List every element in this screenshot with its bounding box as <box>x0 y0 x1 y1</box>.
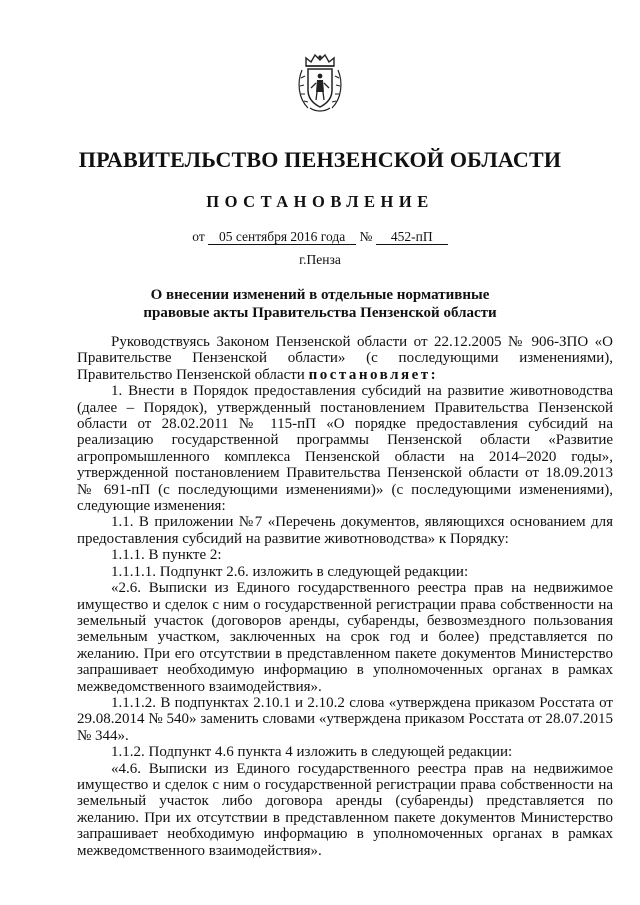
coat-of-arms-icon <box>296 52 344 114</box>
document-subject <box>120 286 520 322</box>
body-paragraph: «4.6. Выписки из Единого государственного реестра прав на недвижимое имущество и сделок с ним о государственной регистрации права собственности на земельный участок либо договора аренды (субаренды) представляется по желанию. При их отсутствии в представленном пакете документов Министерство запрашивает необходимую информацию в уполномоченных органах в рамках межведомственного взаимодействия». <box>77 760 613 859</box>
body-paragraph: 1.1.1.2. В подпунктах 2.10.1 и 2.10.2 слова «утверждена приказом Росстата от 29.08.2014 № 540» заменить словами «утверждена приказом Росстата от 28.07.2015 № 344». <box>77 694 613 744</box>
document-date: 05 сентября 2016 года <box>208 229 356 245</box>
preamble-text: Руководствуясь Законом Пензенской области от 22.12.2005 № 906-ЗПО «О Правительстве Пензенской области» (с последующими изменениями), Правительство Пензенской области <box>77 334 613 383</box>
body-paragraph: 1. Внести в Порядок предоставления субсидий на развитие животноводства (далее – Порядок), утвержденный постановлением Правительства Пензенской области от 28.02.2011 № 115-пП «О порядке предоставления субсидий на реализацию государственной программы Пензенской области «Развитие агропромышленного комплекса Пензенской области на 2014–2020 годы», утвержденной постановлением Правительства Пензенской области от 18.09.2013 № 691-пП (с последующими изменениями)» (с последующими изменениями), следующие изменения: <box>77 383 613 515</box>
body-paragraph: 1.1. В приложении №7 «Перечень документов, являющихся основанием для предоставления субсидий на развитие животноводства» к Порядку: <box>77 514 613 547</box>
body-paragraph: «2.6. Выписки из Единого государственного реестра прав на недвижимое имущество и сделок с ним о государственной регистрации права собственности на земельный участок (договоров аренды, субаренды, безвозмездного пользования земельным участком, заключенных на срок год и более) представляется по желанию. При его отсутствии в представленном пакете документов Министерство запрашивает необходимую информацию в уполномоченных органах в рамках межведомственного взаимодействия». <box>77 580 613 695</box>
body-paragraph: 1.1.2. Подпункт 4.6 пункта 4 изложить в следующей редакции: <box>111 744 513 761</box>
document-body <box>77 334 613 859</box>
number-sign: № <box>359 229 373 244</box>
body-paragraph: 1.1.1. В пункте 2: <box>111 547 222 564</box>
preamble-verb: постановляет: <box>308 366 439 383</box>
document-city: г.Пенза <box>299 252 341 267</box>
org-title: ПРАВИТЕЛЬСТВО ПЕНЗЕНСКОЙ ОБЛАСТИ <box>78 147 562 172</box>
body-paragraph: 1.1.1.1. Подпункт 2.6. изложить в следующей редакции: <box>111 563 469 580</box>
preamble-paragraph <box>77 334 613 383</box>
date-prefix: от <box>192 229 205 244</box>
date-number-line <box>0 229 640 245</box>
document-type-title: ПОСТАНОВЛЕНИЕ <box>206 192 434 211</box>
subject-line-2: правовые акты Правительства Пензенской области <box>143 305 497 321</box>
subject-line-1: О внесении изменений в отдельные нормативные <box>150 287 490 303</box>
document-number: 452-пП <box>376 229 448 245</box>
